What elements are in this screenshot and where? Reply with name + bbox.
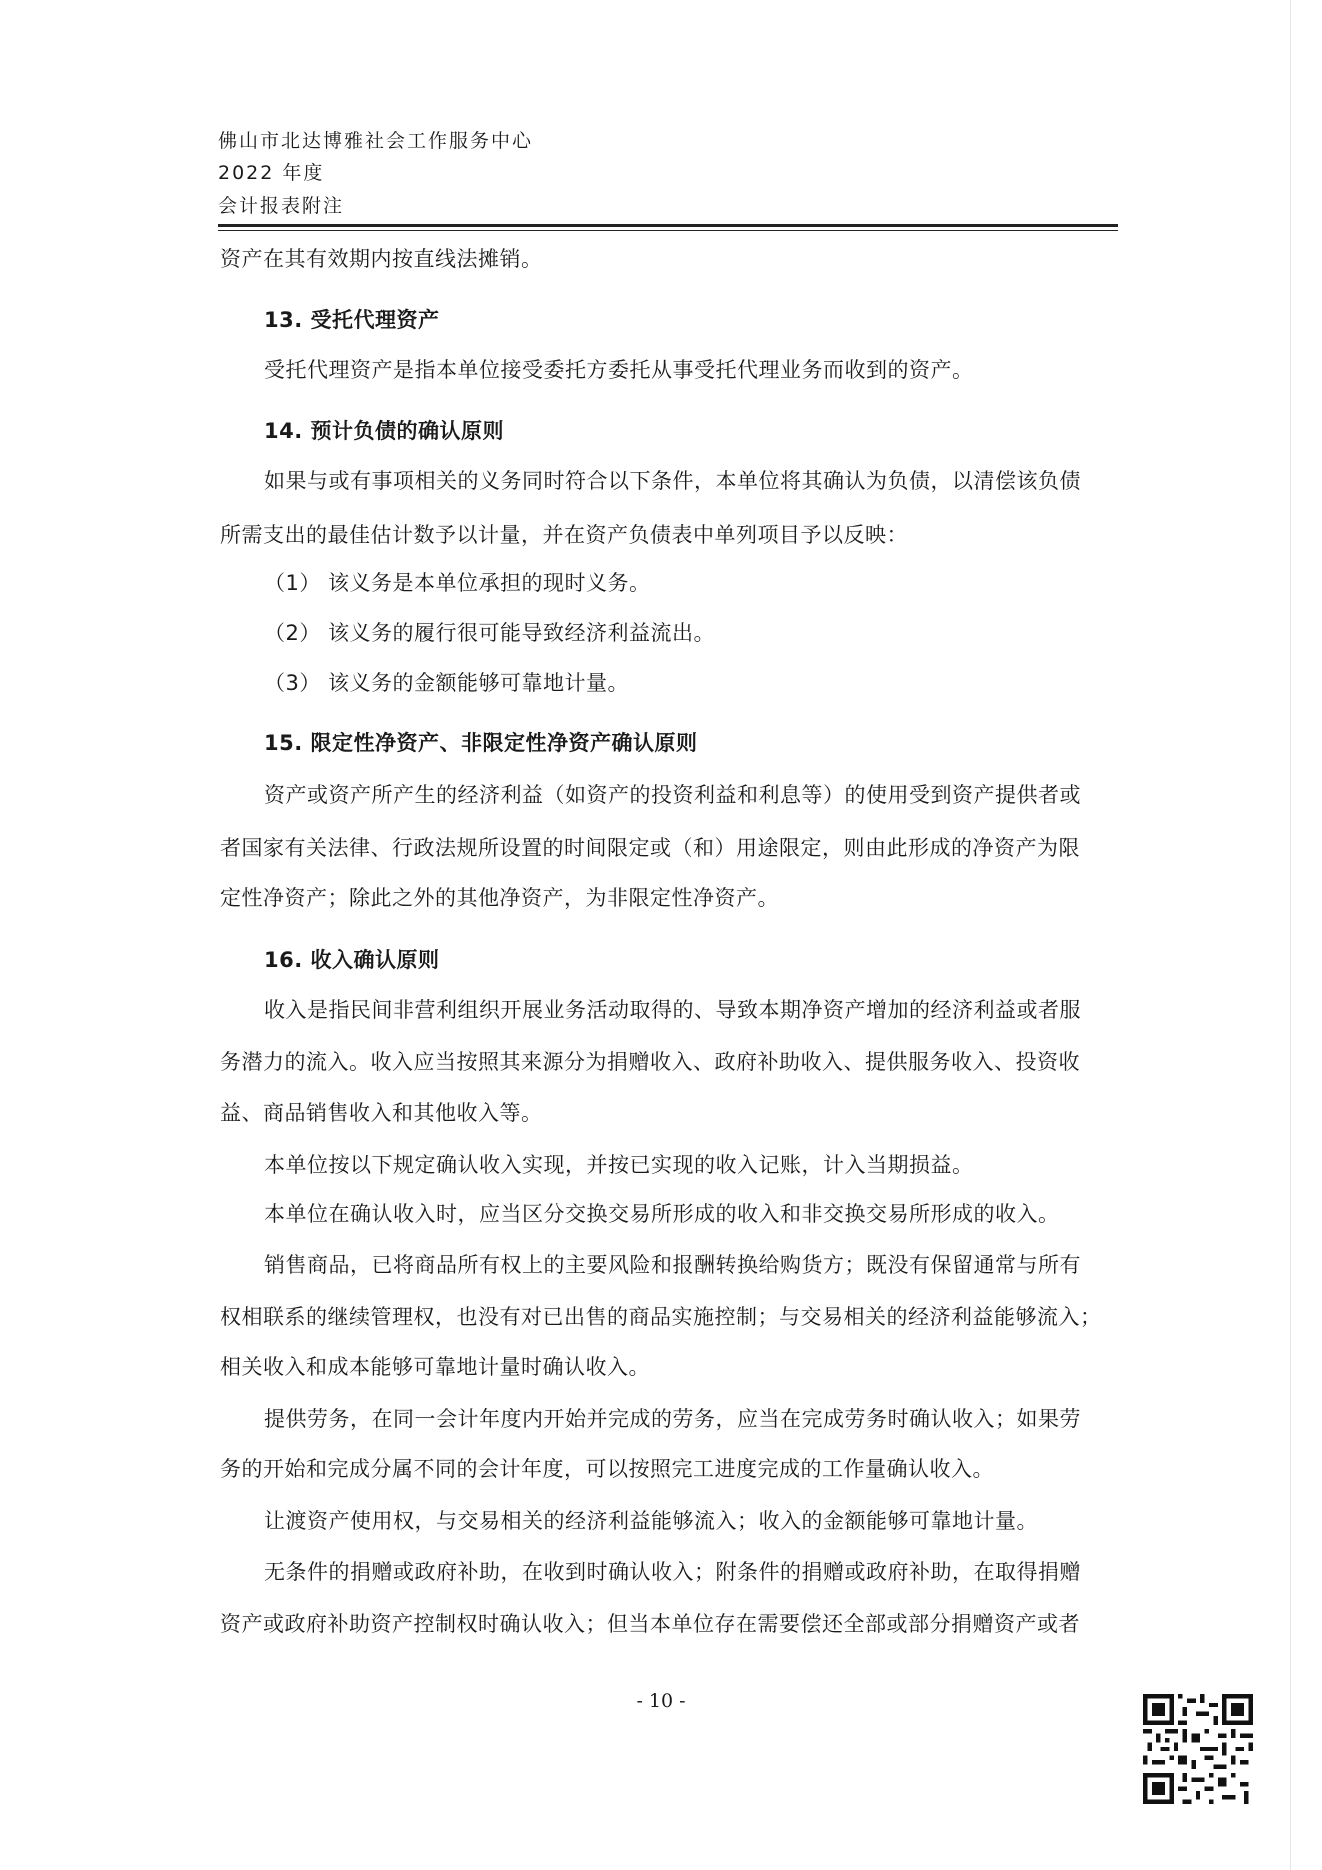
para-line: 无条件的捐赠或政府补助，在收到时确认收入；附条件的捐赠或政府补助，在取得捐赠	[264, 1560, 1081, 1584]
header-rule-thin	[218, 230, 1118, 231]
header-year: 2022 年度	[218, 162, 325, 184]
header-doc-title: 会计报表附注	[218, 195, 345, 217]
para-line: 让渡资产使用权，与交易相关的经济利益能够流入；收入的金额能够可靠地计量。	[264, 1509, 1038, 1533]
section-heading-16: 16. 收入确认原则	[264, 948, 440, 972]
scan-edge-line	[1290, 0, 1291, 1870]
para-line: 相关收入和成本能够可靠地计量时确认收入。	[220, 1355, 650, 1379]
para-line: 如果与或有事项相关的义务同时符合以下条件，本单位将其确认为负债，以清偿该负债	[264, 469, 1081, 493]
list-item: （1） 该义务是本单位承担的现时义务。	[264, 571, 651, 595]
para-line: 资产或资产所产生的经济利益（如资产的投资利益和利息等）的使用受到资产提供者或	[264, 783, 1081, 807]
page-number: - 10 -	[636, 1690, 686, 1712]
para-line: 本单位按以下规定确认收入实现，并按已实现的收入记账，计入当期损益。	[264, 1153, 974, 1177]
section-heading-13: 13. 受托代理资产	[264, 308, 440, 332]
para-line: 者国家有关法律、行政法规所设置的时间限定或（和）用途限定，则由此形成的净资产为限	[220, 836, 1080, 860]
qr-code-icon	[1143, 1694, 1253, 1804]
section-heading-15: 15. 限定性净资产、非限定性净资产确认原则	[264, 731, 698, 755]
para-line: 资产在其有效期内按直线法摊销。	[220, 247, 543, 271]
para-line: 收入是指民间非营利组织开展业务活动取得的、导致本期净资产增加的经济利益或者服	[264, 998, 1081, 1022]
para-line: 提供劳务，在同一会计年度内开始并完成的劳务，应当在完成劳务时确认收入；如果劳	[264, 1407, 1081, 1431]
para-line: 务潜力的流入。收入应当按照其来源分为捐赠收入、政府补助收入、提供服务收入、投资收	[220, 1050, 1080, 1074]
list-item: （2） 该义务的履行很可能导致经济利益流出。	[264, 621, 716, 645]
para-line: 定性净资产；除此之外的其他净资产，为非限定性净资产。	[220, 886, 779, 910]
para-line: 益、商品销售收入和其他收入等。	[220, 1101, 543, 1125]
para-line: 务的开始和完成分属不同的会计年度，可以按照完工进度完成的工作量确认收入。	[220, 1457, 994, 1481]
list-item: （3） 该义务的金额能够可靠地计量。	[264, 671, 630, 695]
para-line: 受托代理资产是指本单位接受委托方委托从事受托代理业务而收到的资产。	[264, 358, 974, 382]
para-line: 资产或政府补助资产控制权时确认收入；但当本单位存在需要偿还全部或部分捐赠资产或者	[220, 1612, 1080, 1636]
para-line: 权相联系的继续管理权，也没有对已出售的商品实施控制；与交易相关的经济利益能够流入；	[220, 1305, 1102, 1329]
header-org: 佛山市北达博雅社会工作服务中心	[218, 130, 534, 152]
para-line: 本单位在确认收入时，应当区分交换交易所形成的收入和非交换交易所形成的收入。	[264, 1202, 1060, 1226]
para-line: 所需支出的最佳估计数予以计量，并在资产负债表中单列项目予以反映：	[220, 523, 908, 547]
header-rule-thick	[218, 224, 1118, 227]
section-heading-14: 14. 预计负债的确认原则	[264, 419, 505, 443]
para-line: 销售商品，已将商品所有权上的主要风险和报酬转换给购货方；既没有保留通常与所有	[264, 1253, 1081, 1277]
